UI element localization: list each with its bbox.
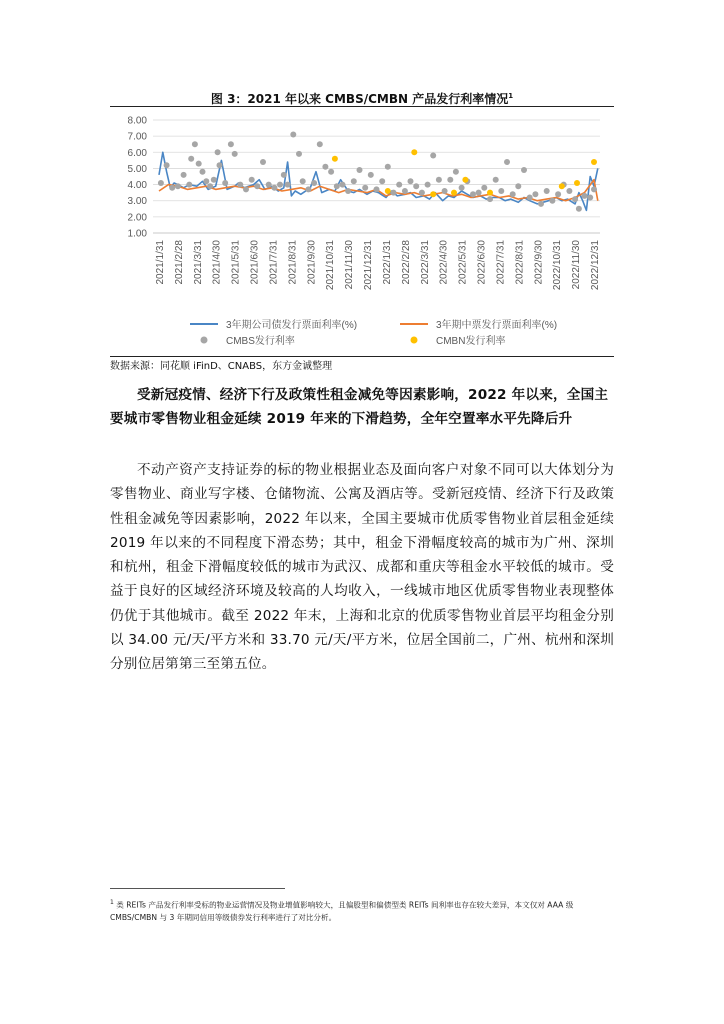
legend-label: CMBN发行利率 bbox=[436, 336, 506, 347]
cmbn-point bbox=[385, 188, 391, 194]
cmbs-point bbox=[196, 161, 202, 167]
x-tick-label: 2021/5/31 bbox=[230, 240, 242, 285]
cmbs-point bbox=[260, 159, 266, 165]
cmbs-point bbox=[442, 188, 448, 194]
y-tick-label: 7.00 bbox=[127, 131, 147, 143]
cmbs-point bbox=[203, 178, 209, 184]
x-tick-label: 2021/6/30 bbox=[249, 240, 261, 285]
cmbs-point bbox=[591, 186, 597, 192]
cmbn-point bbox=[332, 156, 338, 162]
cmbs-point bbox=[351, 178, 357, 184]
cmbs-point bbox=[391, 190, 397, 196]
cmbs-point bbox=[544, 188, 550, 194]
cmbs-point bbox=[413, 183, 419, 189]
figure-source: 数据来源：同花顺 iFinD、CNABS，东方金诚整理 bbox=[110, 361, 333, 372]
cmbs-point bbox=[192, 141, 198, 147]
legend-label: 3年期中票发行票面利率(%) bbox=[436, 320, 558, 331]
cmbs-point bbox=[266, 182, 272, 188]
cmbs-point bbox=[436, 177, 442, 183]
cmbs-point bbox=[311, 180, 317, 186]
cmbs-point bbox=[481, 185, 487, 191]
cmbs-point bbox=[498, 188, 504, 194]
x-tick-label: 2021/1/31 bbox=[155, 240, 166, 285]
x-tick-label: 2021/11/30 bbox=[344, 240, 356, 290]
y-tick-label: 5.00 bbox=[127, 163, 147, 175]
cmbs-point bbox=[186, 182, 192, 188]
cmbs-point bbox=[357, 167, 363, 173]
cmbs-point bbox=[175, 183, 181, 189]
cmbs-point bbox=[300, 178, 306, 184]
cmbn-point bbox=[430, 191, 436, 197]
cmbs-point bbox=[317, 141, 323, 147]
x-tick-label: 2022/9/30 bbox=[533, 240, 545, 285]
cmbn-point bbox=[574, 180, 580, 186]
x-tick-label: 2021/7/31 bbox=[268, 240, 280, 285]
cmbs-point bbox=[419, 190, 425, 196]
figure-title: 图 3：2021 年以来 CMBS/CMBN 产品发行利率情况$^1$ bbox=[210, 92, 514, 106]
footnote-ref: 1 bbox=[508, 92, 514, 100]
cmbs-point bbox=[181, 172, 187, 178]
y-tick-label: 1.00 bbox=[127, 228, 147, 240]
cmbs-point bbox=[487, 196, 493, 202]
cmbs-point bbox=[521, 167, 527, 173]
cmbs-point bbox=[493, 177, 499, 183]
cmbs-point bbox=[211, 177, 217, 183]
x-tick-label: 2021/10/31 bbox=[325, 240, 337, 291]
cmbs-point bbox=[374, 186, 380, 192]
x-tick-label: 2022/4/30 bbox=[438, 240, 450, 285]
figure-top-rule bbox=[110, 106, 614, 107]
cmbs-point bbox=[169, 185, 175, 191]
cmbs-point bbox=[476, 190, 482, 196]
cmbs-point bbox=[305, 186, 311, 192]
cmbs-point bbox=[290, 132, 296, 138]
cmbs-point bbox=[217, 162, 223, 168]
cmbs-point bbox=[285, 182, 291, 188]
cmbs-point bbox=[576, 206, 582, 212]
x-tick-label: 2022/5/31 bbox=[457, 240, 469, 285]
cmbs-point bbox=[379, 178, 385, 184]
cmbs-point bbox=[200, 169, 206, 175]
footnote-marker: 1 bbox=[110, 899, 114, 906]
section-heading: 受新冠疫情、经济下行及政策性租金减免等因素影响，2022 年以来，全国主要城市零售物业租金延续 2019 年来的下滑趋势，全年空置率水平先降后升 bbox=[110, 387, 609, 427]
x-tick-label: 2022/7/31 bbox=[495, 240, 507, 285]
cmbs-point bbox=[587, 195, 593, 201]
cmbs-point bbox=[408, 178, 414, 184]
x-tick-label: 2022/11/30 bbox=[571, 240, 583, 290]
cmbs-point bbox=[249, 177, 255, 183]
cmbs-point bbox=[402, 188, 408, 194]
cmbs-point bbox=[447, 177, 453, 183]
legend-label: CMBS发行利率 bbox=[226, 336, 295, 347]
cmbs-point bbox=[228, 141, 234, 147]
cmbs-point bbox=[207, 183, 213, 189]
cmbs-point bbox=[549, 198, 555, 204]
cmbs-point bbox=[271, 185, 277, 191]
legend-label: 3年期公司债发行票面利率(%) bbox=[226, 320, 358, 331]
cmbs-point bbox=[215, 149, 221, 155]
cmbs-point bbox=[340, 182, 346, 188]
cmbs-point bbox=[222, 180, 228, 186]
cmbn-point bbox=[411, 149, 417, 155]
cmbs-point bbox=[328, 169, 334, 175]
cmbs-point bbox=[582, 193, 588, 199]
cmbs-point bbox=[237, 182, 243, 188]
y-tick-label: 8.00 bbox=[127, 115, 147, 127]
cmbs-point bbox=[164, 162, 170, 168]
cmbn-point bbox=[591, 159, 597, 165]
cmbs-point bbox=[504, 159, 510, 165]
footnote-text: 类 REITs 产品发行利率受标的物业运营情况及物业增值影响较大，且偏股型和偏债型类 REITs 间利率也存在较大差异，本文仅对 AAA 级 CMBS/CMBN 与 3 年期同信用等级债券发行利率进行了对比分析。 bbox=[110, 900, 574, 922]
cmbs-point bbox=[527, 195, 533, 201]
x-tick-label: 2022/2/28 bbox=[400, 240, 412, 285]
cmbs-point bbox=[515, 183, 521, 189]
y-tick-label: 2.00 bbox=[127, 212, 147, 224]
cmbs-point bbox=[232, 151, 238, 157]
y-tick-label: 4.00 bbox=[127, 180, 147, 192]
cmbs-point bbox=[572, 196, 578, 202]
cmbs-point bbox=[510, 191, 516, 197]
cmbn-point bbox=[462, 177, 468, 183]
cmbs-point bbox=[470, 191, 476, 197]
cmbs-point bbox=[322, 164, 328, 170]
x-tick-label: 2022/1/31 bbox=[381, 240, 393, 285]
cmbs-point bbox=[158, 180, 164, 186]
cmbs-point bbox=[385, 164, 391, 170]
cmbs-point bbox=[396, 182, 402, 188]
x-tick-label: 2021/4/30 bbox=[211, 240, 223, 285]
rate-chart bbox=[110, 108, 614, 356]
footnote-rule bbox=[110, 888, 285, 889]
y-tick-label: 3.00 bbox=[127, 196, 147, 208]
footnote bbox=[110, 897, 618, 924]
cmbs-point bbox=[368, 172, 374, 178]
x-tick-label: 2022/10/31 bbox=[552, 240, 564, 291]
cmbs-point bbox=[243, 186, 249, 192]
x-tick-label: 2022/12/31 bbox=[590, 240, 601, 291]
cmbs-point bbox=[555, 191, 561, 197]
cmbs-point bbox=[532, 191, 538, 197]
cmbn-point bbox=[451, 190, 457, 196]
x-tick-label: 2021/3/31 bbox=[192, 240, 204, 285]
cmbs-point bbox=[345, 188, 351, 194]
cmbs-point bbox=[188, 156, 194, 162]
cmbs-point bbox=[453, 169, 459, 175]
legend-dot-swatch bbox=[201, 337, 208, 344]
x-tick-label: 2022/3/31 bbox=[419, 240, 431, 285]
cmbs-point bbox=[362, 185, 368, 191]
x-tick-label: 2021/9/30 bbox=[306, 240, 318, 285]
x-tick-label: 2022/6/30 bbox=[476, 240, 488, 285]
cmbs-point bbox=[425, 182, 431, 188]
cmbs-point bbox=[538, 201, 544, 207]
cmbs-point bbox=[296, 151, 302, 157]
y-tick-label: 6.00 bbox=[127, 147, 147, 159]
cmbs-point bbox=[459, 185, 465, 191]
x-tick-label: 2021/8/31 bbox=[287, 240, 299, 285]
cmbn-point bbox=[487, 190, 493, 196]
cmbs-point bbox=[430, 153, 436, 159]
cmbs-point bbox=[334, 183, 340, 189]
cmbs-point bbox=[277, 182, 283, 188]
cmbs-point bbox=[254, 183, 260, 189]
cmbn-point bbox=[559, 183, 565, 189]
legend-dot-swatch bbox=[411, 337, 418, 344]
x-tick-label: 2021/12/31 bbox=[363, 240, 375, 291]
cmbs-point bbox=[566, 188, 572, 194]
figure-bottom-rule bbox=[110, 356, 614, 357]
x-tick-label: 2022/8/31 bbox=[514, 240, 526, 285]
x-tick-label: 2021/2/28 bbox=[173, 240, 185, 285]
cmbs-point bbox=[281, 172, 287, 178]
body-paragraph: 不动产资产支持证券的标的物业根据业态及面向客户对象不同可以大体划分为零售物业、商业写字楼、仓储物流、公寓及酒店等。受新冠疫情、经济下行及政策性租金减免等因素影响，2022 年以来，全国主要城市优质零售物业首层租金延续 2019 年以来的不同程度下滑态势；其中，租金下滑幅度较高的城市为广州、深圳和杭州，租金下滑幅度较低的城市为武汉、成都和重庆等租金水平较低的城市。受益于良好的区域经济环境及较高的人均收入，一线城市地区优质零售物业表现整体仍优于其他城市。截至 2022 年末，上海和北京的优质零售物业首层平均租金分别以 34.00 元/天/平方米和 33.70 元/天/平方米，位居全国前二，广州、杭州和深圳分别位居第第三至第五位。 bbox=[110, 462, 614, 673]
